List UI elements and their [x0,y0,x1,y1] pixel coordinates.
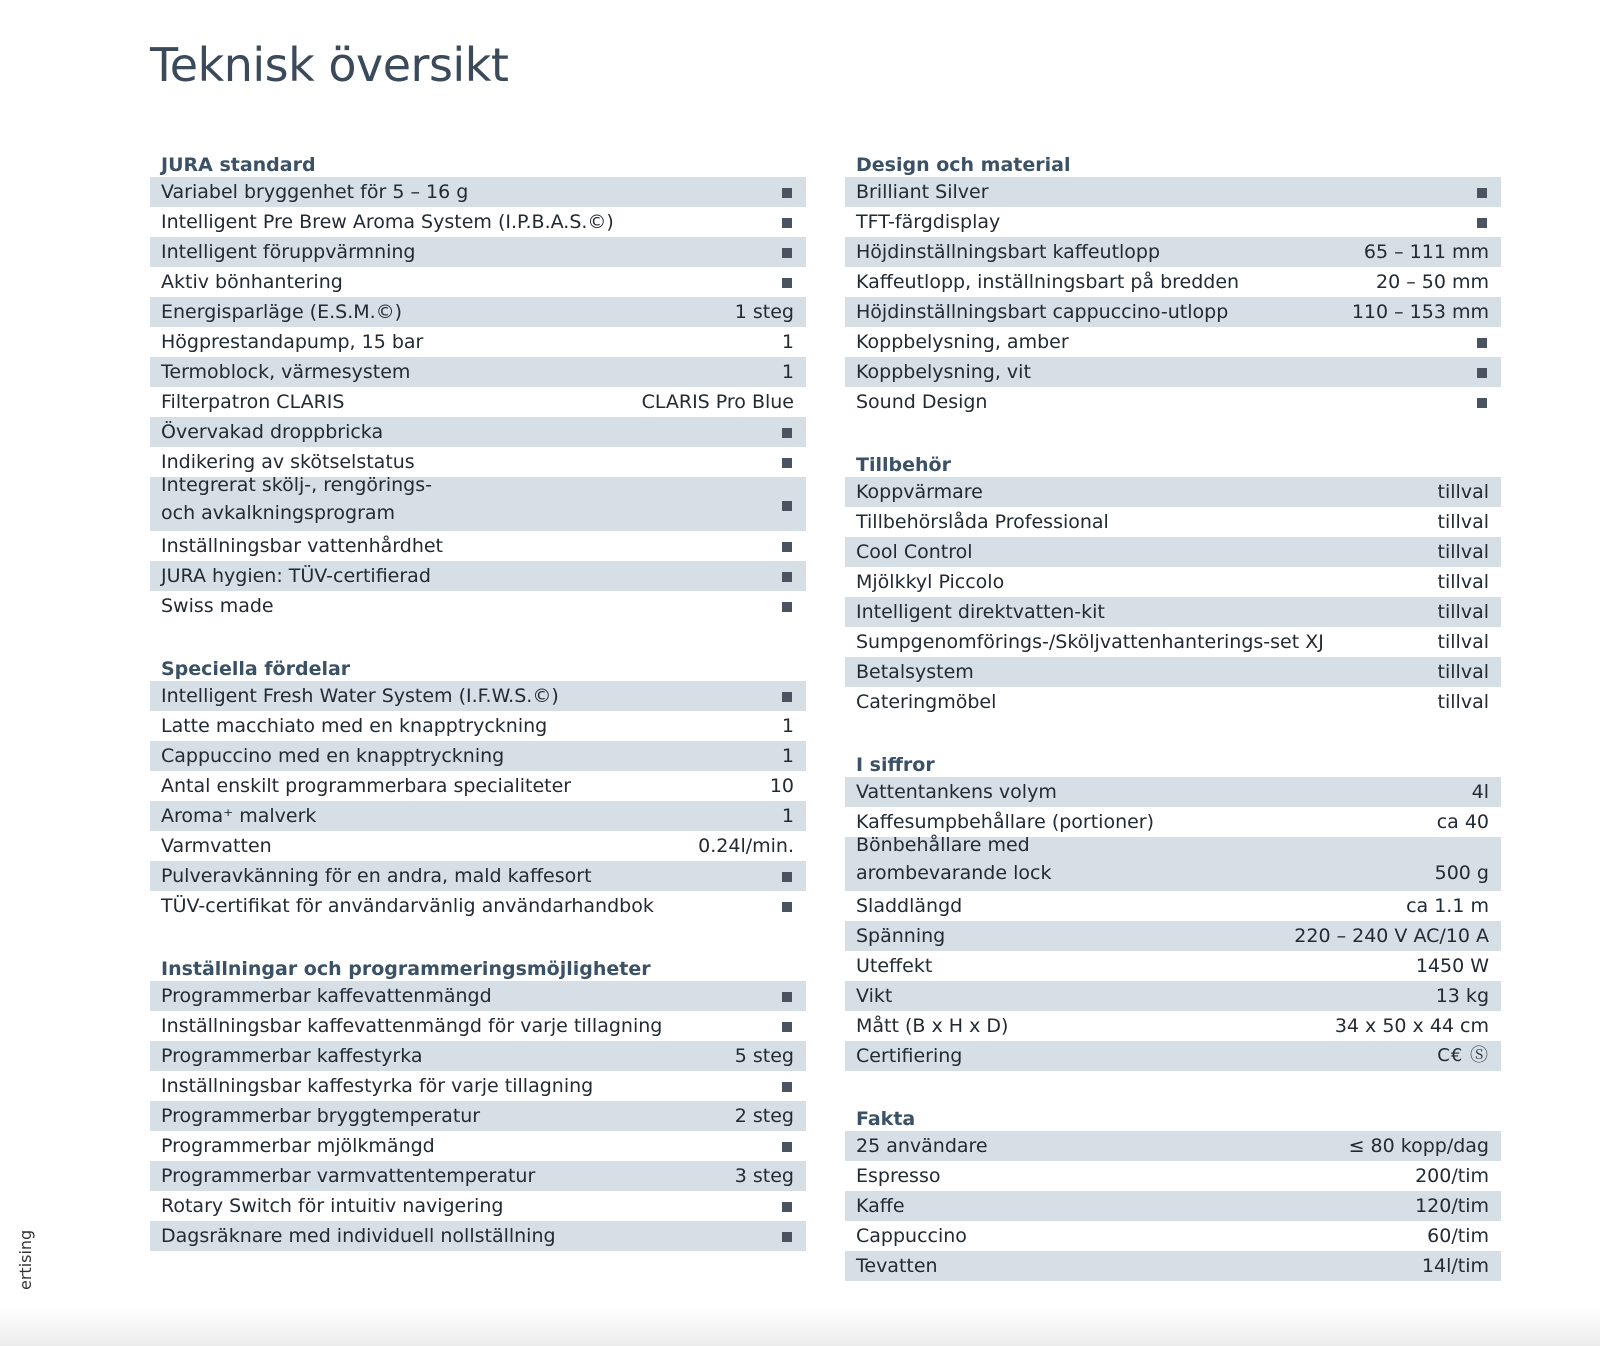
spec-value: 5 steg [734,1045,794,1067]
spec-table [150,681,806,921]
spec-label: Sound Design [856,391,988,413]
spec-row [845,1131,1501,1161]
section-title: I siffror [856,754,935,776]
side-text: ertising [16,1229,35,1290]
spec-row [845,834,1501,891]
spec-value: 3 steg [734,1165,794,1187]
square-bullet-icon [782,1142,792,1152]
section-tillbehor [845,447,1501,717]
spec-value: ≤ 80 kopp/dag [1348,1135,1489,1157]
spec-row [150,561,806,591]
spec-table [845,477,1501,717]
spec-row [845,1161,1501,1191]
spec-value: tillval [1437,661,1489,683]
spec-value: 13 kg [1435,985,1489,1007]
spec-label: Rotary Switch för intuitiv navigering [161,1195,504,1217]
spec-value: 34 x 50 x 44 cm [1334,1015,1489,1037]
feature-bullet-icon [782,448,794,476]
bottom-shadow [0,1308,1600,1346]
spec-value: 500 g [1434,862,1489,884]
square-bullet-icon [782,428,792,438]
left-column [150,147,806,1281]
spec-value: 2 steg [734,1105,794,1127]
spec-row [845,687,1501,717]
spec-label: Vikt [856,985,893,1007]
square-bullet-icon [782,1082,792,1092]
square-bullet-icon [782,872,792,882]
spec-value: ca 1.1 m [1406,895,1489,917]
spec-row [845,1011,1501,1041]
spec-value: 1 [781,745,794,767]
spec-row [845,387,1501,417]
square-bullet-icon [782,1202,792,1212]
spec-label: Cool Control [856,541,973,563]
spec-value: 200/tim [1415,1165,1489,1187]
spec-label: Vattentankens volym [856,781,1057,803]
spec-value: 1 [781,715,794,737]
spec-row [150,741,806,771]
feature-bullet-icon [782,562,794,590]
feature-bullet-icon [782,1222,794,1250]
spec-row [150,1161,806,1191]
spec-value: 14l/tim [1421,1255,1489,1277]
spec-table [845,1131,1501,1281]
spec-row [150,1131,806,1161]
spec-row [845,237,1501,267]
spec-row [150,177,806,207]
spec-label: Indikering av skötselstatus [161,451,415,473]
feature-bullet-icon [782,499,794,527]
page-title: Teknisk översikt [150,38,509,92]
spec-label: Betalsystem [856,661,974,683]
section-title: Fakta [856,1108,916,1130]
spec-row [845,477,1501,507]
spec-value: 1 steg [734,301,794,323]
spec-label: Programmerbar mjölkmängd [161,1135,435,1157]
spec-label: Höjdinställningsbart kaffeutlopp [856,241,1161,263]
spec-value: tillval [1437,691,1489,713]
spec-row [845,921,1501,951]
square-bullet-icon [782,692,792,702]
spec-label: Mjölkkyl Piccolo [856,571,1005,593]
spec-label: Högprestandapump, 15 bar [161,331,424,353]
square-bullet-icon [1477,368,1487,378]
spec-label: Spänning [856,925,946,947]
spec-row [150,861,806,891]
spec-value: tillval [1437,601,1489,623]
spec-row [845,1191,1501,1221]
spec-value: tillval [1437,541,1489,563]
spec-label: TFT-färgdisplay [856,211,1001,233]
spec-value: 60/tim [1427,1225,1489,1247]
spec-value: 110 – 153 mm [1351,301,1489,323]
spec-row [150,207,806,237]
spec-label: Intelligent direktvatten-kit [856,601,1105,623]
spec-row [150,474,806,531]
spec-value: 120/tim [1415,1195,1489,1217]
spec-label: Termoblock, värmesystem [161,361,411,383]
spec-label: Integrerat skölj-, rengörings- och avkalkningsprogram [161,474,432,524]
spec-table [150,981,806,1251]
spec-label: Energisparläge (E.S.M.©) [161,301,403,323]
spec-label: Programmerbar kaffestyrka [161,1045,423,1067]
spec-row [150,297,806,327]
spec-value: 0.24l/min. [698,835,794,857]
spec-value: 220 – 240 V AC/10 A [1294,925,1489,947]
spec-row [150,831,806,861]
feature-bullet-icon [782,862,794,890]
square-bullet-icon [782,572,792,582]
spec-label: JURA hygien: TÜV-certifierad [161,565,431,587]
spec-label: Kaffeutlopp, inställningsbart på bredden [856,271,1240,293]
square-bullet-icon [1477,188,1487,198]
spec-row [845,1041,1501,1071]
spec-label: Kaffesumpbehållare (portioner) [856,811,1155,833]
feature-bullet-icon [782,682,794,710]
spec-row [845,357,1501,387]
spec-value: 65 – 111 mm [1363,241,1489,263]
spec-row [150,1011,806,1041]
square-bullet-icon [782,218,792,228]
spec-value: tillval [1437,571,1489,593]
spec-label: Latte macchiato med en knapptryckning [161,715,548,737]
spec-label: Sumpgenomförings-/Sköljvattenhanterings-set XJ [856,631,1324,653]
section-title: JURA standard [161,154,316,176]
feature-bullet-icon [1477,178,1489,206]
spec-value: CLARIS Pro Blue [641,391,794,413]
spec-row [845,777,1501,807]
spec-label: Pulveravkänning för en andra, mald kaffesort [161,865,592,887]
feature-bullet-icon [1477,328,1489,356]
feature-bullet-icon [782,592,794,620]
spec-row [150,801,806,831]
feature-bullet-icon [782,268,794,296]
square-bullet-icon [782,501,792,511]
spec-row [845,267,1501,297]
spec-value: tillval [1437,481,1489,503]
spec-row [845,297,1501,327]
section-speciella-fordelar [150,651,806,921]
spec-row [150,237,806,267]
spec-label: Tevatten [856,1255,938,1277]
spec-row [845,891,1501,921]
spec-row [845,1251,1501,1281]
spec-row [150,771,806,801]
spec-label: Mått (B x H x D) [856,1015,1009,1037]
spec-label: Cateringmöbel [856,691,997,713]
spec-row [150,531,806,561]
spec-label: Variabel bryggenhet för 5 – 16 g [161,181,469,203]
spec-value: tillval [1437,511,1489,533]
spec-label: Bönbehållare med arombevarande lock [856,834,1052,884]
spec-value: 1 [781,361,794,383]
section-installningar-och-programmeringsmojlighe [150,951,806,1251]
square-bullet-icon [782,992,792,1002]
feature-bullet-icon [1477,358,1489,386]
spec-row [150,417,806,447]
spec-row [150,1221,806,1251]
spec-row [150,711,806,741]
spec-row [845,507,1501,537]
spec-row [150,357,806,387]
spec-label: Intelligent Pre Brew Aroma System (I.P.B.A.S.©) [161,211,614,233]
spec-label: Inställningsbar kaffevattenmängd för varje tillagning [161,1015,663,1037]
square-bullet-icon [782,1022,792,1032]
spec-value: C€ Ⓢ [1437,1045,1489,1066]
spec-label: Brilliant Silver [856,181,989,203]
spec-row [845,567,1501,597]
spec-label: Övervakad droppbricka [161,421,384,443]
spec-table [845,777,1501,1071]
spec-row [845,627,1501,657]
square-bullet-icon [782,542,792,552]
square-bullet-icon [1477,218,1487,228]
spec-row [845,327,1501,357]
section-title: Tillbehör [856,454,951,476]
feature-bullet-icon [782,1072,794,1100]
spec-label: Cappuccino med en knapptryckning [161,745,505,767]
square-bullet-icon [782,458,792,468]
spec-row [150,891,806,921]
spec-label: Sladdlängd [856,895,963,917]
spec-row [150,1191,806,1221]
spec-label: Cappuccino [856,1225,967,1247]
section-i-siffror [845,747,1501,1071]
spec-label: Uteffekt [856,955,933,977]
spec-label: Intelligent Fresh Water System (I.F.W.S.©) [161,685,559,707]
spec-value: 10 [769,775,794,797]
right-column [845,147,1501,1311]
square-bullet-icon [782,248,792,258]
spec-label: TÜV-certifikat för användarvänlig användarhandbok [161,895,654,917]
spec-row [845,657,1501,687]
spec-row [150,591,806,621]
spec-label: Inställningsbar vattenhårdhet [161,535,443,557]
square-bullet-icon [782,1232,792,1242]
square-bullet-icon [782,188,792,198]
spec-label: Dagsräknare med individuell nollställning [161,1225,556,1247]
spec-row [845,537,1501,567]
spec-value: tillval [1437,631,1489,653]
spec-row [845,951,1501,981]
feature-bullet-icon [782,178,794,206]
spec-row [845,981,1501,1011]
spec-row [150,1071,806,1101]
spec-row [845,597,1501,627]
square-bullet-icon [1477,398,1487,408]
section-title: Inställningar och programmeringsmöjligheter [161,958,651,980]
square-bullet-icon [782,602,792,612]
feature-bullet-icon [782,208,794,236]
spec-row [150,327,806,357]
section-title: Design och material [856,154,1071,176]
spec-label: Varmvatten [161,835,272,857]
spec-label: Swiss made [161,595,274,617]
spec-table [845,177,1501,417]
spec-label: Filterpatron CLARIS [161,391,345,413]
spec-row [150,267,806,297]
spec-row [845,207,1501,237]
spec-label: Inställningsbar kaffestyrka för varje tillagning [161,1075,594,1097]
spec-value: ca 40 [1436,811,1489,833]
spec-table [150,177,806,621]
section-fakta [845,1101,1501,1281]
feature-bullet-icon [782,418,794,446]
spec-label: Kaffe [856,1195,905,1217]
feature-bullet-icon [782,532,794,560]
spec-row [845,1221,1501,1251]
spec-label: Aroma⁺ malverk [161,805,317,827]
spec-row [150,1041,806,1071]
spec-label: Intelligent föruppvärmning [161,241,416,263]
feature-bullet-icon [782,238,794,266]
spec-row [150,681,806,711]
square-bullet-icon [782,278,792,288]
spec-value: 1 [781,805,794,827]
spec-row [150,981,806,1011]
feature-bullet-icon [782,1012,794,1040]
spec-row [150,1101,806,1131]
square-bullet-icon [1477,338,1487,348]
section-title: Speciella fördelar [161,658,351,680]
feature-bullet-icon [782,982,794,1010]
spec-label: Espresso [856,1165,941,1187]
spec-label: 25 användare [856,1135,988,1157]
section-design-och-material [845,147,1501,417]
spec-label: Aktiv bönhantering [161,271,343,293]
spec-value: 4l [1471,781,1489,803]
spec-row [845,177,1501,207]
spec-label: Programmerbar varmvattentemperatur [161,1165,536,1187]
spec-label: Koppbelysning, amber [856,331,1069,353]
feature-bullet-icon [1477,208,1489,236]
feature-bullet-icon [782,892,794,920]
spec-value: 20 – 50 mm [1376,271,1489,293]
section-jura-standard [150,147,806,621]
spec-row [150,387,806,417]
spec-value: 1 [781,331,794,353]
spec-label: Certifiering [856,1045,963,1067]
spec-label: Koppvärmare [856,481,983,503]
feature-bullet-icon [1477,388,1489,416]
feature-bullet-icon [782,1192,794,1220]
spec-label: Koppbelysning, vit [856,361,1031,383]
feature-bullet-icon [782,1132,794,1160]
spec-label: Programmerbar bryggtemperatur [161,1105,481,1127]
spec-label: Höjdinställningsbart cappuccino-utlopp [856,301,1229,323]
square-bullet-icon [782,902,792,912]
spec-value: 1450 W [1415,955,1489,977]
spec-label: Tillbehörslåda Professional [856,511,1109,533]
spec-label: Antal enskilt programmerbara specialiteter [161,775,572,797]
spec-label: Programmerbar kaffevattenmängd [161,985,492,1007]
